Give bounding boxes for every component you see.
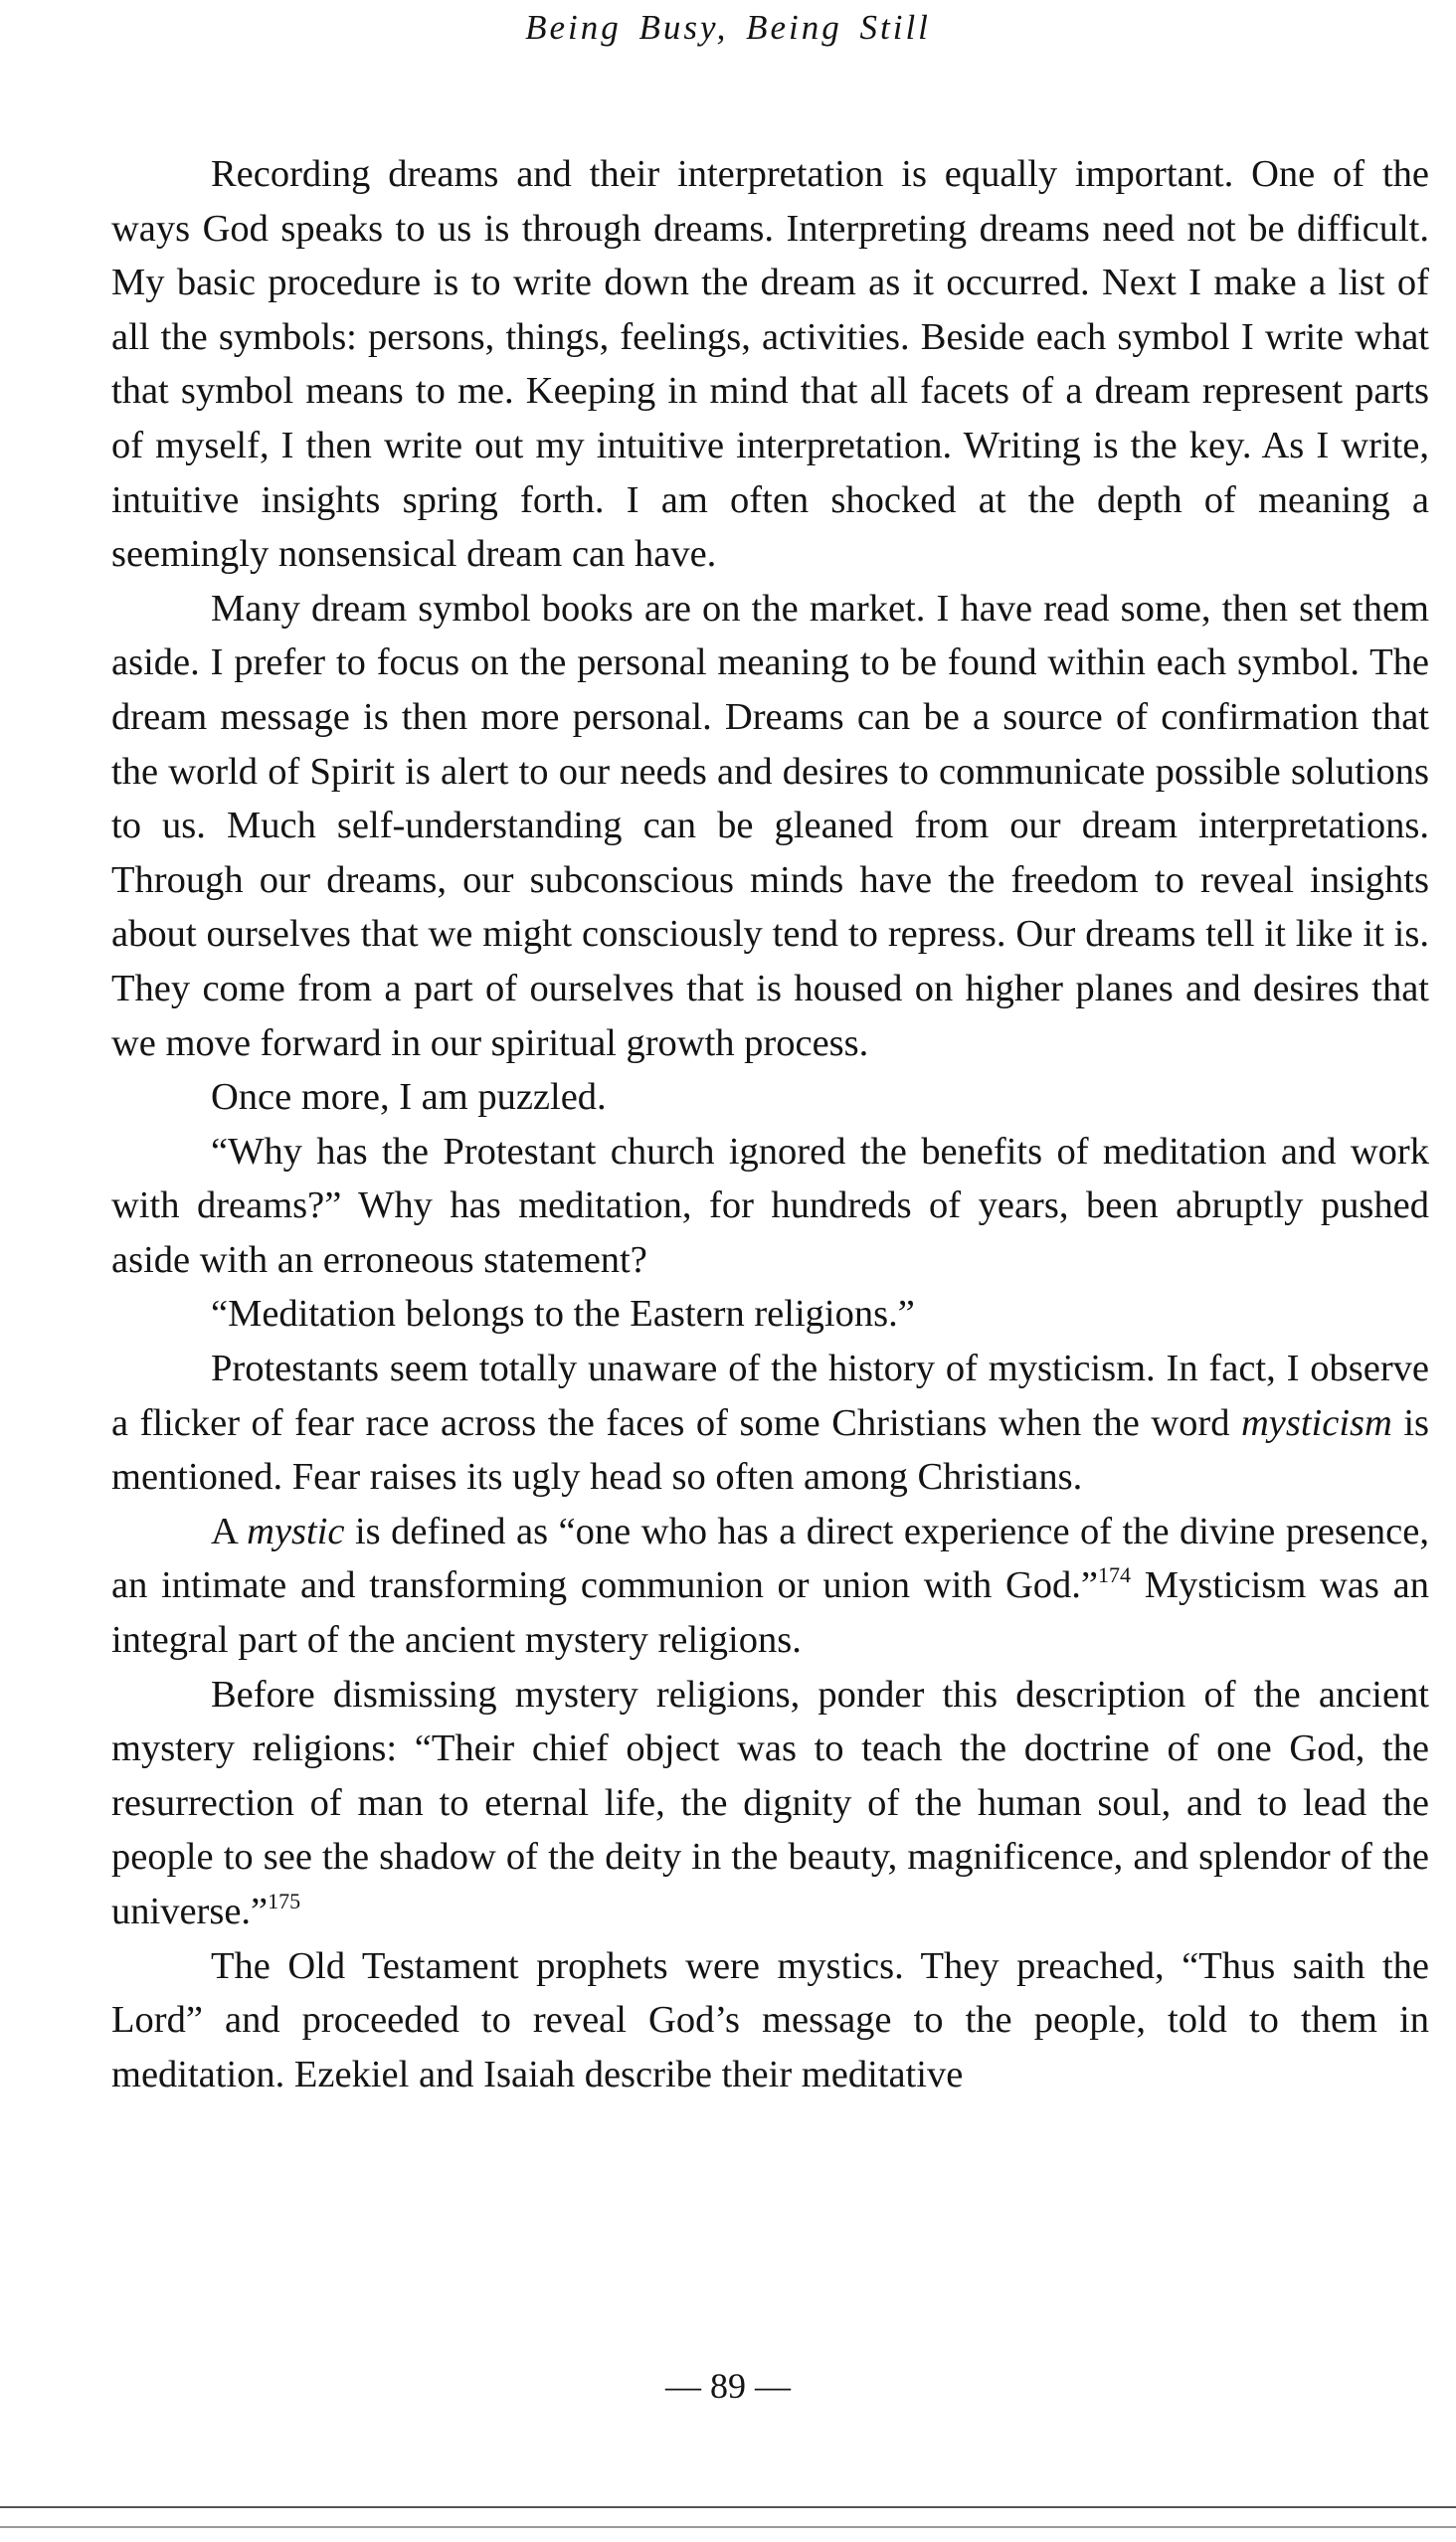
paragraph-mystery-religions [111, 1668, 1429, 1939]
page-edge-rule [0, 2506, 1456, 2508]
paragraph-dream-symbol-books: Many dream symbol books are on the market. I have read some, then set them aside. I prefer to focus on the personal meaning to be found within each symbol. The dream message is then more personal. Dreams can be a source of confirmation that the world of Spirit is alert to our needs and desires to communicate possible solutions to us. Much self-understanding can be gleaned from our dream interpretations. Through our dreams, our subconscious minds have the freedom to reveal insights about ourselves that we might consciously tend to repress. Our dreams tell it like it is. They come from a part of ourselves that is housed on higher planes and desires that we move forward in our spiritual growth process. [111, 587, 1429, 1064]
footnote-ref-174: 174 [1098, 1562, 1131, 1588]
paragraph-dream-recording: Recording dreams and their interpretation is equally important. One of the ways God speaks to us is through dreams. Interpreting dreams need not be difficult. My basic procedure is to write down the dream as it occurred. Next I make a list of all the symbols: persons, things, feelings, activities. Beside each symbol I write what that symbol means to me. Keeping in mind that all facets of a dream represent parts of myself, I then write out my intuitive interpretation. Writing is the key. As I write, intuitive insights spring forth. I am often shocked at the depth of meaning a seemingly nonsensical dream can have. [111, 153, 1429, 576]
paragraph-prophets-mystics: The Old Testament prophets were mystics. They preached, “Thus saith the Lord” and proceeded to reveal God’s message to the people, told to them in meditation. Ezekiel and Isaiah describe their meditative [111, 1944, 1429, 2095]
body-text [111, 147, 1429, 2101]
page-number: — 89 — [665, 2366, 791, 2406]
text-run: A [211, 1510, 248, 1552]
paragraph-puzzled: Once more, I am puzzled. [211, 1076, 607, 1119]
paragraph-protestant-question: “Why has the Protestant church ignored the benefits of meditation and work with dreams?” Why has meditation, for hundreds of years, been abruptly pushed aside with an erroneous statement? [111, 1130, 1429, 1281]
page-edge-rule [0, 2526, 1456, 2528]
text-run: is defined as “one who has a direct experience of the divine presence, an intimate and transforming communion or union with God.” [111, 1510, 1429, 1607]
text-run: Mysticism was an integral part of the ancient mystery religions. [111, 1564, 1429, 1662]
running-head: Being Busy, Being Still [525, 8, 931, 47]
emphasis-mysticism: mysticism [1240, 1401, 1392, 1444]
paragraph-mystic-definition [111, 1505, 1429, 1668]
emphasis-mystic: mystic [247, 1510, 345, 1552]
text-run: Protestants seem totally unaware of the history of mysticism. In fact, I observe a flicker of fear race across the faces of some Christians when the word [111, 1348, 1429, 1444]
text-run: Before dismissing mystery religions, ponder this description of the ancient mystery religions: “Their chief object was to teach the doctrine of one God, the resurrection of man to eternal life, the dignity of the human soul, and to lead the people to see the shadow of the deity in the beauty, magnificence, and splendor of the universe.” [111, 1673, 1429, 1932]
text-run: is mentioned. Fear raises its ugly head so often among Christians. [111, 1401, 1429, 1499]
footnote-ref-175: 175 [268, 1889, 301, 1913]
paragraph-eastern-quote: “Meditation belongs to the Eastern religions.” [211, 1293, 915, 1336]
paragraph-mysticism-fear [111, 1342, 1429, 1505]
